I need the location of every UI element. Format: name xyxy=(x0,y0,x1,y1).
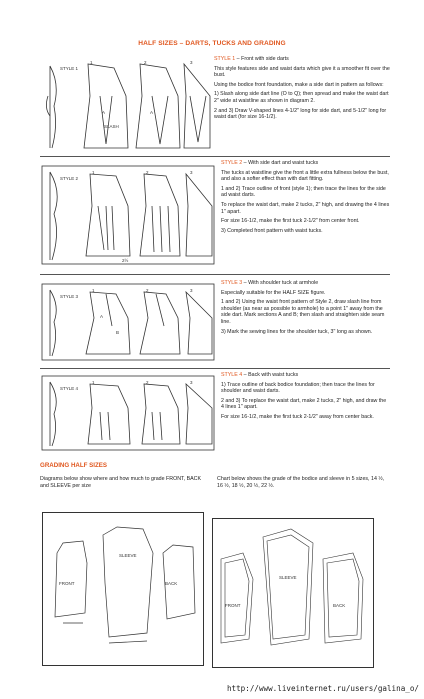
grading-diagram xyxy=(42,512,204,666)
grading-title: GRADING HALF SIZES xyxy=(40,462,108,469)
style-1-subtitle: – Front with side darts xyxy=(235,56,289,62)
svg-text:2: 2 xyxy=(144,60,147,65)
style-4-figure xyxy=(40,374,216,452)
svg-text:SLASH: SLASH xyxy=(104,124,119,129)
style-3-label: STYLE 3 xyxy=(221,280,243,286)
style-3-subtitle: – With shoulder tuck at armhole xyxy=(242,280,319,286)
svg-text:2: 2 xyxy=(146,380,149,385)
svg-text:1: 1 xyxy=(92,170,95,175)
svg-text:1: 1 xyxy=(90,60,93,65)
style-1-para-1: This style features side and waist darts which give it a smoother fit over the bust. xyxy=(214,65,390,79)
grading-chart xyxy=(212,518,374,668)
style-2-para-2: 1 and 2) Trace outline of front (style 1); then trace the lines for the side ad waist darts. xyxy=(221,185,386,199)
style-3-para-2: 1 and 2) Using the waist front pattern of Style 2, draw slash line from shoulder (as near as possible to armhole) to a point 1" away from the side dart. Mark sections A and B; then slash and straighten side seam line. xyxy=(221,299,385,325)
style-3-figure-label: STYLE 3 xyxy=(60,294,79,299)
style-2-para-3: To replace the waist dart, make 2 tucks, 2" high, and drawing the 4 lines 1" apart. xyxy=(221,201,390,215)
divider-1 xyxy=(40,156,390,157)
grading-left-text: Diagrams below show where and how much to grade FRONT, BACK and SLEEVE per size xyxy=(40,476,202,489)
svg-text:A: A xyxy=(102,110,106,115)
style-1-label: STYLE 1 xyxy=(214,56,236,62)
svg-text:2: 2 xyxy=(146,170,149,175)
svg-text:3: 3 xyxy=(190,380,193,385)
footer-url[interactable]: http://www.liveinternet.ru/users/galina_o/ xyxy=(226,684,419,693)
style-2-subtitle: – With side dart and waist tucks xyxy=(242,160,319,166)
divider-2 xyxy=(40,274,390,275)
grading-diagram-label-sleeve: SLEEVE xyxy=(119,553,137,558)
style-1-para-4: 2 and 3) Draw V-shaped lines 4-1/2" long for side dart, and 5-1/2" long for waist dart (for size 16-1/2). xyxy=(214,107,387,121)
style-1-figure xyxy=(40,56,212,156)
divider-3 xyxy=(40,368,390,369)
grading-chart-label-front: FRONT xyxy=(225,603,241,608)
grading-diagram-label-back: BACK xyxy=(165,581,178,586)
style-4-subtitle: – Back with waist tucks xyxy=(242,372,299,378)
style-4-figure-label: STYLE 4 xyxy=(60,386,79,391)
svg-text:2½: 2½ xyxy=(122,258,129,263)
svg-text:A: A xyxy=(100,314,104,319)
svg-text:1: 1 xyxy=(92,288,95,293)
svg-text:3: 3 xyxy=(190,170,193,175)
svg-text:3: 3 xyxy=(190,288,193,293)
style-4-label: STYLE 4 xyxy=(221,372,243,378)
style-2-para-1: The tucks at waistline give the front a little extra fullness below the bust, and also a softer effect than with dart fitting. xyxy=(221,169,389,183)
style-1-figure-label: STYLE 1 xyxy=(60,66,79,71)
svg-text:B: B xyxy=(116,330,120,335)
style-2-para-4: For size 16-1/2, make the first tuck 2-1/2" from center front. xyxy=(221,218,360,225)
svg-text:1: 1 xyxy=(92,380,95,385)
style-4-para-2: 2 and 3) To replace the waist dart, make 2 tucks, 2" high, and draw the 4 lines 1" apart. xyxy=(221,397,387,411)
style-2-para-5: 3) Completed front pattern with waist tucks. xyxy=(221,227,323,234)
style-2-text xyxy=(221,160,390,237)
style-3-text xyxy=(221,280,390,338)
style-4-text xyxy=(221,372,390,424)
grading-chart-label-back: BACK xyxy=(333,603,346,608)
style-4-para-1: 1) Trace outline of back bodice foundation; then trace the lines for shoulder and waist darts. xyxy=(221,381,375,395)
svg-text:A: A xyxy=(150,110,154,115)
svg-text:3: 3 xyxy=(190,60,193,65)
style-2-label: STYLE 2 xyxy=(221,160,243,166)
grading-chart-label-sleeve: SLEEVE xyxy=(279,575,297,580)
svg-text:2: 2 xyxy=(146,288,149,293)
style-1-para-2: Using the bodice front foundation, make a side dart in pattern as follows: xyxy=(214,81,384,88)
grading-right-text: Chart below shows the grade of the bodice and sleeve in 5 sizes, 14 ½, 16 ½, 18 ½, 20 ½, 22 ½. xyxy=(217,476,385,489)
style-2-figure xyxy=(40,164,216,266)
style-2-figure-label: STYLE 2 xyxy=(60,176,79,181)
page-title: HALF SIZES – DARTS, TUCKS AND GRADING xyxy=(138,40,286,47)
style-1-text xyxy=(214,56,390,124)
grading-diagram-label-front: FRONT xyxy=(59,581,75,586)
style-3-para-1: Especially suitable for the HALF SIZE figure. xyxy=(221,289,326,296)
style-1-para-3: 1) Slash along side dart line (O to Q); then spread and make the waist dart 2" wide at waistline as shown in diagram 2. xyxy=(214,91,389,104)
style-3-para-3: 3) Mark the sewing lines for the shoulder tuck, 3" long as shown. xyxy=(221,328,373,335)
style-4-para-3: For size 16-1/2, make the first tuck 2-1/2" away from center back. xyxy=(221,413,374,420)
style-3-figure xyxy=(40,282,216,362)
